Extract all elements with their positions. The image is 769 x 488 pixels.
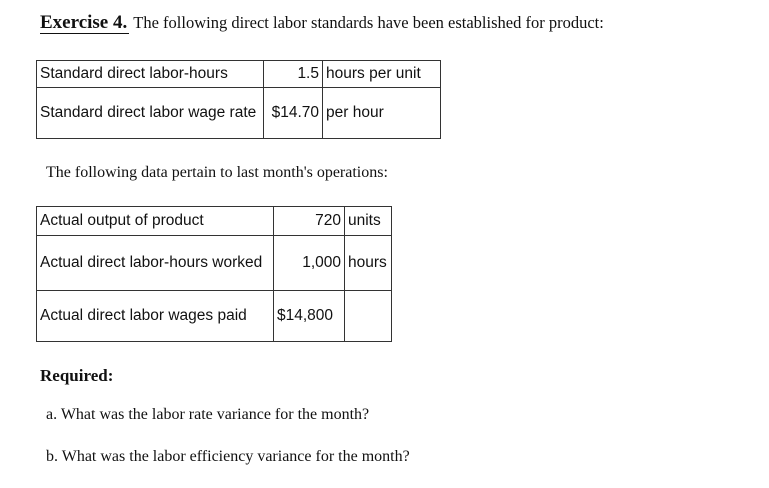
standard-hours-unit: hours per unit — [323, 61, 441, 88]
actual-hours-unit: hours — [345, 236, 392, 291]
standard-wage-value: $14.70 — [264, 88, 323, 139]
actual-output-unit: units — [345, 207, 392, 236]
actual-hours-value: 1,000 — [274, 236, 345, 291]
table-row — [37, 207, 392, 236]
exercise-label: Exercise 4. — [40, 12, 128, 33]
table-row — [37, 236, 392, 291]
operations-table — [36, 206, 392, 342]
standard-hours-value: 1.5 — [264, 61, 323, 88]
standard-wage-label: Standard direct labor wage rate — [37, 88, 264, 139]
table-row — [37, 61, 441, 88]
actual-wages-unit — [345, 291, 392, 342]
standards-table — [36, 60, 441, 139]
actual-output-value: 720 — [274, 207, 345, 236]
standard-hours-label: Standard direct labor-hours — [37, 61, 264, 88]
actual-hours-label: Actual direct labor-hours worked — [37, 236, 274, 291]
actual-wages-label: Actual direct labor wages paid — [37, 291, 274, 342]
table-row — [37, 88, 441, 139]
exercise-heading — [40, 12, 604, 34]
actual-output-label: Actual output of product — [37, 207, 274, 236]
operations-intro: The following data pertain to last month's operations: — [46, 164, 388, 181]
actual-wages-value: $14,800 — [274, 291, 345, 342]
standard-wage-unit: per hour — [323, 88, 441, 139]
question-b: b. What was the labor efficiency variance for the month? — [46, 448, 410, 465]
required-heading: Required: — [40, 366, 114, 385]
question-a: a. What was the labor rate variance for the month? — [46, 406, 370, 423]
exercise-intro: The following direct labor standards have been established for product: — [133, 13, 604, 32]
table-row — [37, 291, 392, 342]
